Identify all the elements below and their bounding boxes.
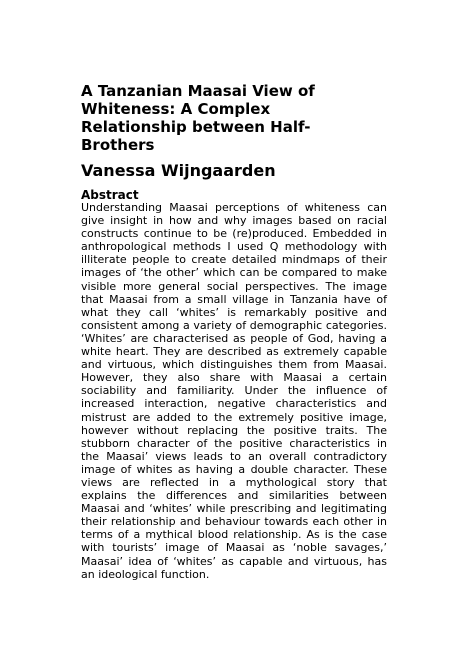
paper-title: A Tanzanian Maasai View of Whiteness: A Complex Relationship between Half-Brothers — [81, 82, 315, 154]
abstract-heading: Abstract — [81, 188, 139, 202]
abstract-text: Understanding Maasai perceptions of whiteness can give insight in how and why images based on racial constructs continue to be (re)produced. Embedded in anthropological methods I used Q methodology with illiterate people to create detailed mindmaps of their images of ‘the other’ which can be compared to make visible more general social perspectives. The image that Maasai from a small village in Tanzania have of what they call ‘whites’ is remarkably positive and consistent among a variety of demographic categories. ‘Whites’ are characterised as people of God, having a white heart. They are described as extremely capable and virtuous, which distinguishes them from Maasai. However, they also share with Maasai a certain sociability and familiarity. Under the influence of increased interaction, negative characteristics and mistrust are added to the extremely positive image, however without replacing the positive traits. The stubborn character of the positive characteristics in the Maasai’ views leads to an overall contradictory image of whites as having a double character. These views are reflected in a mythological story that explains the differences and similarities between Maasai and ‘whites’ while prescribing and legitimating their relationship and behaviour towards each other in terms of a mythical blood relationship. As is the case with tourists’ image of Maasai as ‘noble savages,’ Maasai’ idea of ‘whites’ as capable and virtuous, has an ideological function. — [81, 201, 387, 581]
author-name: Vanessa Wijngaarden — [81, 161, 276, 180]
